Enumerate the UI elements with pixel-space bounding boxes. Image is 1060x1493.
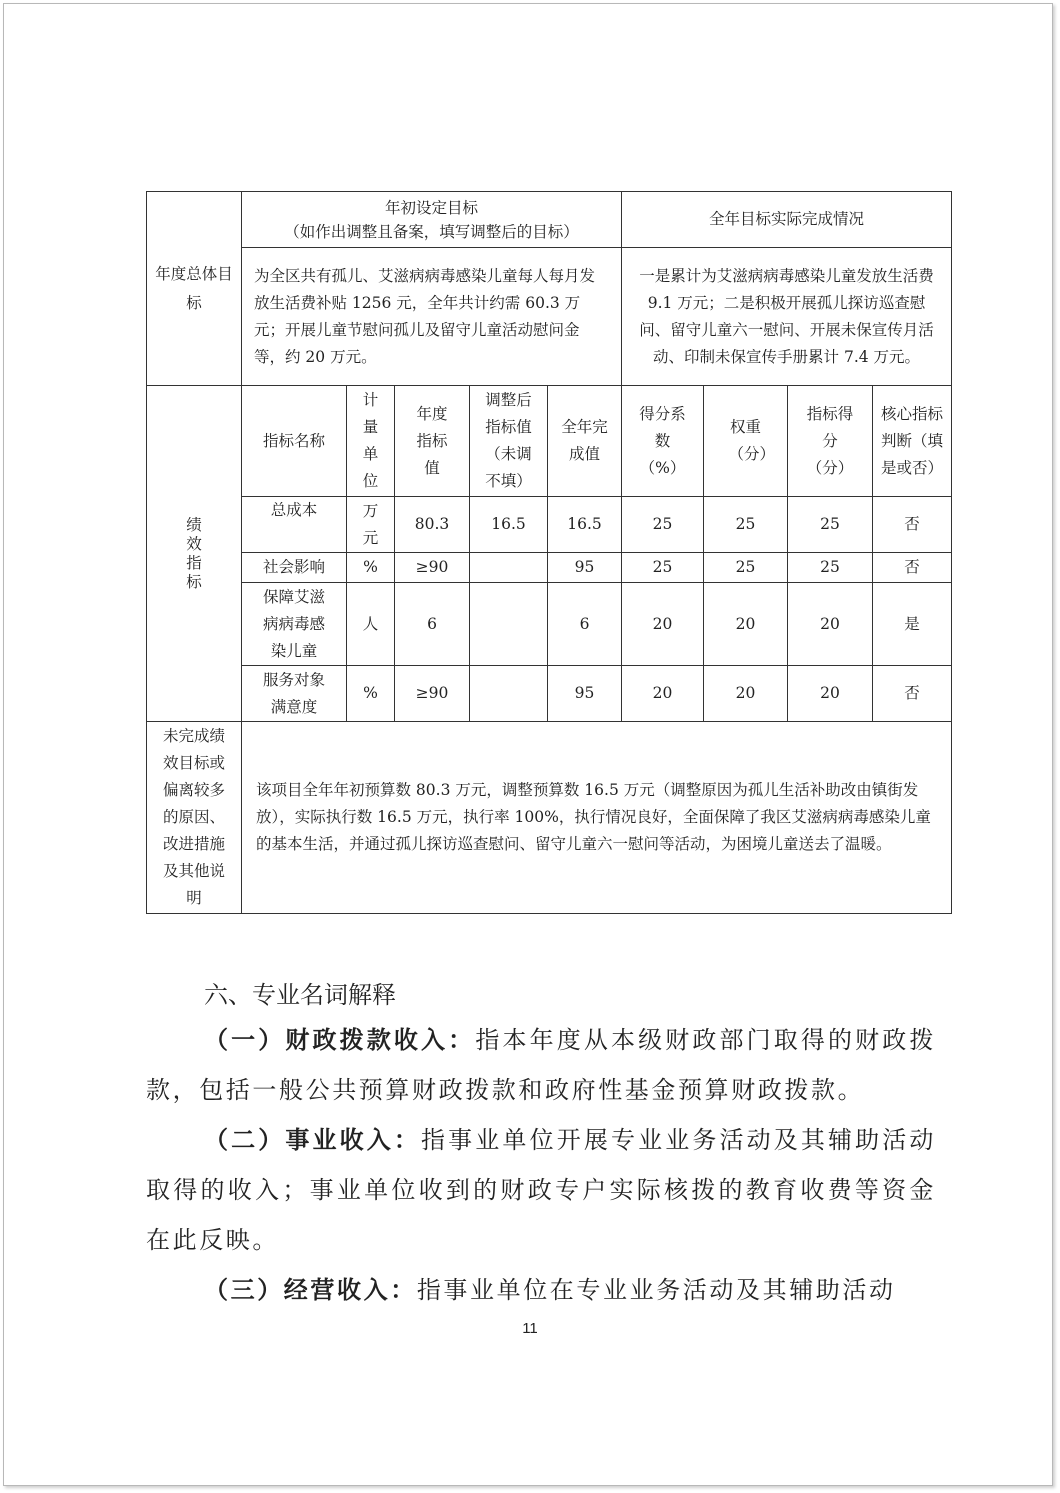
actual-completion-text: 一是累计为艾滋病病毒感染儿童发放生活费 9.1 万元；二是积极开展孤儿探访巡查慰问、留守儿童六一慰问、开展未保宣传月活动、印制未保宣传手册累计 7.4 万元。 xyxy=(622,248,952,386)
term-text: 指事业单位开展专业业务活动及其辅助活动取得的收入；事业单位收到的财政专户实际核拨的教育收费等资金在此反映。 xyxy=(146,1126,936,1254)
col-annual-target: 年度指标值 xyxy=(395,386,470,497)
term-title: （一）财政拨款收入： xyxy=(204,1026,476,1054)
term-paragraph xyxy=(146,1015,936,1115)
col-indicator-score: 指标得分（分） xyxy=(788,386,873,497)
table-row: 保障艾滋病病毒感染儿童 人 6 6 20 20 20 是 xyxy=(147,583,952,666)
annual-goal-label: 年度总体目标 xyxy=(147,192,242,386)
terms-section xyxy=(146,975,936,1315)
term-paragraph xyxy=(146,1265,936,1315)
col-actual-value: 全年完成值 xyxy=(548,386,622,497)
notes-label: 未完成绩效目标或偏离较多的原因、改进措施及其他说明 xyxy=(147,722,242,914)
initial-target-text: 为全区共有孤儿、艾滋病病毒感染儿童每人每月发放生活费补贴 1256 元，全年共计约需 60.3 万元；开展儿童节慰问孤儿及留守儿童活动慰问金等，约 20 万元。 xyxy=(242,248,622,386)
col-indicator-name: 指标名称 xyxy=(242,386,347,497)
notes-text: 该项目全年年初预算数 80.3 万元，调整预算数 16.5 万元（调整原因为孤儿生活补助改由镇街发放），实际执行数 16.5 万元，执行率 100%，执行情况良好，全面保障了我区艾滋病病毒感染儿童的基本生活，并通过孤儿探访巡查慰问、留守儿童六一慰问等活动，为困境儿童送去了温暖。 xyxy=(242,722,952,914)
section-heading: 六、专业名词解释 xyxy=(204,981,396,1009)
term-title: （三）经营收入： xyxy=(204,1276,417,1304)
table-row: 总成本 万元 80.3 16.5 16.5 25 25 25 否 xyxy=(147,497,952,553)
col-score-coefficient: 得分系数（%） xyxy=(622,386,704,497)
col-unit: 计量单位 xyxy=(347,386,395,497)
page-number: 11 xyxy=(522,1320,538,1337)
term-paragraph xyxy=(146,1115,936,1265)
term-title: （二）事业收入： xyxy=(204,1126,422,1154)
performance-indicators-label: 绩效指标 xyxy=(147,386,242,722)
performance-table xyxy=(146,191,952,914)
table-row: 服务对象满意度 % ≥90 95 20 20 20 否 xyxy=(147,666,952,722)
actual-completion-header: 全年目标实际完成情况 xyxy=(622,192,952,248)
table-row: 社会影响 % ≥90 95 25 25 25 否 xyxy=(147,553,952,583)
col-adjusted-target: 调整后指标值（未调不填） xyxy=(470,386,548,497)
col-core-indicator: 核心指标判断（填是或否） xyxy=(873,386,952,497)
term-text: 指事业单位在专业业务活动及其辅助活动 xyxy=(416,1276,896,1304)
col-weight: 权重（分） xyxy=(704,386,788,497)
initial-target-header: 年初设定目标 （如作出调整且备案，填写调整后的目标） xyxy=(242,192,622,248)
term-text: 指本年度从本级财政部门取得的财政拨款，包括一般公共预算财政拨款和政府性基金预算财政拨款。 xyxy=(146,1026,937,1104)
